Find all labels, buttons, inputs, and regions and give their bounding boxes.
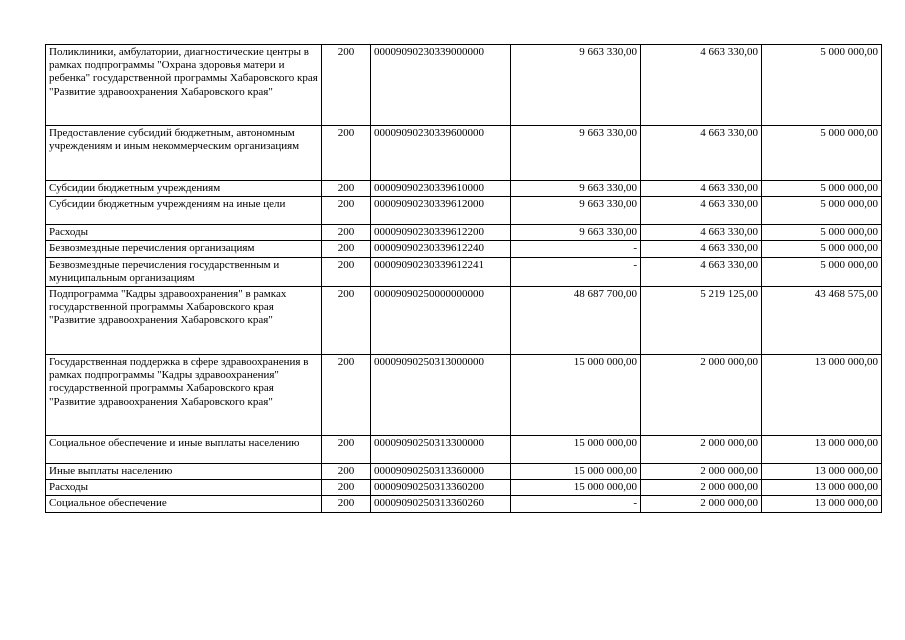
row-code-cell: 200 bbox=[322, 241, 371, 257]
row-amount-col2-cell: 4 663 330,00 bbox=[641, 197, 762, 225]
table-row bbox=[46, 126, 882, 181]
table-row bbox=[46, 225, 882, 241]
row-amount-col2-cell: 4 663 330,00 bbox=[641, 257, 762, 286]
row-code-cell: 200 bbox=[322, 287, 371, 355]
row-amount-col2-cell: 4 663 330,00 bbox=[641, 181, 762, 197]
row-amount-total-cell: 15 000 000,00 bbox=[511, 464, 641, 480]
row-amount-col3-cell: 5 000 000,00 bbox=[762, 197, 882, 225]
row-amount-col2-cell: 4 663 330,00 bbox=[641, 45, 762, 126]
row-code-cell: 200 bbox=[322, 496, 371, 512]
row-amount-col3-cell: 5 000 000,00 bbox=[762, 126, 882, 181]
row-amount-col3-cell: 5 000 000,00 bbox=[762, 225, 882, 241]
row-amount-col2-cell: 4 663 330,00 bbox=[641, 225, 762, 241]
row-code-cell: 200 bbox=[322, 181, 371, 197]
row-amount-total-cell: 15 000 000,00 bbox=[511, 480, 641, 496]
table-row bbox=[46, 436, 882, 464]
row-name-cell: Расходы bbox=[46, 480, 322, 496]
table-row bbox=[46, 480, 882, 496]
row-amount-col2-cell: 2 000 000,00 bbox=[641, 436, 762, 464]
row-code-cell: 200 bbox=[322, 45, 371, 126]
row-code-cell: 200 bbox=[322, 126, 371, 181]
row-amount-col3-cell: 13 000 000,00 bbox=[762, 480, 882, 496]
table-row bbox=[46, 197, 882, 225]
row-amount-col2-cell: 2 000 000,00 bbox=[641, 464, 762, 480]
row-csr-cell: 00009090230339000000 bbox=[371, 45, 511, 126]
row-csr-cell: 00009090250313000000 bbox=[371, 355, 511, 436]
row-name-cell: Субсидии бюджетным учреждениям на иные цели bbox=[46, 197, 322, 225]
row-code-cell: 200 bbox=[322, 355, 371, 436]
row-name-cell: Государственная поддержка в сфере здравоохранения в рамках подпрограммы "Кадры здравоохранения" государственной программы Хабаровского края "Развитие здравоохранения Хабаровского края" bbox=[46, 355, 322, 436]
row-csr-cell: 00009090230339612241 bbox=[371, 257, 511, 286]
row-name-cell: Социальное обеспечение bbox=[46, 496, 322, 512]
row-amount-col3-cell: 43 468 575,00 bbox=[762, 287, 882, 355]
row-amount-total-cell: 9 663 330,00 bbox=[511, 126, 641, 181]
row-csr-cell: 00009090230339612240 bbox=[371, 241, 511, 257]
row-amount-col3-cell: 13 000 000,00 bbox=[762, 464, 882, 480]
row-name-cell: Безвозмездные перечисления организациям bbox=[46, 241, 322, 257]
row-code-cell: 200 bbox=[322, 464, 371, 480]
row-code-cell: 200 bbox=[322, 225, 371, 241]
row-name-cell: Подпрограмма "Кадры здравоохранения" в рамках государственной программы Хабаровского края "Развитие здравоохранения Хабаровского края" bbox=[46, 287, 322, 355]
row-name-cell: Социальное обеспечение и иные выплаты населению bbox=[46, 436, 322, 464]
row-csr-cell: 00009090250313360200 bbox=[371, 480, 511, 496]
row-csr-cell: 00009090250313360000 bbox=[371, 464, 511, 480]
budget-table bbox=[45, 44, 882, 513]
row-amount-total-cell: - bbox=[511, 496, 641, 512]
table-row bbox=[46, 181, 882, 197]
row-csr-cell: 00009090230339612200 bbox=[371, 225, 511, 241]
row-amount-total-cell: - bbox=[511, 241, 641, 257]
row-amount-col3-cell: 5 000 000,00 bbox=[762, 181, 882, 197]
row-amount-total-cell: 9 663 330,00 bbox=[511, 45, 641, 126]
row-csr-cell: 00009090230339610000 bbox=[371, 181, 511, 197]
row-amount-col2-cell: 5 219 125,00 bbox=[641, 287, 762, 355]
row-name-cell: Предоставление субсидий бюджетным, автономным учреждениям и иным некоммерческим организациям bbox=[46, 126, 322, 181]
row-amount-total-cell: - bbox=[511, 257, 641, 286]
row-code-cell: 200 bbox=[322, 257, 371, 286]
row-amount-total-cell: 9 663 330,00 bbox=[511, 197, 641, 225]
table-row bbox=[46, 257, 882, 286]
table-row bbox=[46, 464, 882, 480]
row-amount-total-cell: 15 000 000,00 bbox=[511, 436, 641, 464]
row-csr-cell: 00009090230339612000 bbox=[371, 197, 511, 225]
row-code-cell: 200 bbox=[322, 480, 371, 496]
row-amount-col3-cell: 5 000 000,00 bbox=[762, 241, 882, 257]
row-csr-cell: 00009090250313360260 bbox=[371, 496, 511, 512]
row-name-cell: Поликлиники, амбулатории, диагностические центры в рамках подпрограммы "Охрана здоровья матери и ребенка" государственной программы Хабаровского края "Развитие здравоохранения Хабаровского края" bbox=[46, 45, 322, 126]
row-amount-col2-cell: 4 663 330,00 bbox=[641, 126, 762, 181]
row-csr-cell: 00009090250313300000 bbox=[371, 436, 511, 464]
row-amount-col3-cell: 5 000 000,00 bbox=[762, 257, 882, 286]
row-amount-col3-cell: 13 000 000,00 bbox=[762, 436, 882, 464]
row-amount-total-cell: 15 000 000,00 bbox=[511, 355, 641, 436]
row-amount-col3-cell: 13 000 000,00 bbox=[762, 496, 882, 512]
row-csr-cell: 00009090230339600000 bbox=[371, 126, 511, 181]
row-name-cell: Субсидии бюджетным учреждениям bbox=[46, 181, 322, 197]
table-row bbox=[46, 287, 882, 355]
row-amount-total-cell: 48 687 700,00 bbox=[511, 287, 641, 355]
table-row bbox=[46, 355, 882, 436]
table-body bbox=[46, 45, 882, 513]
row-amount-col2-cell: 4 663 330,00 bbox=[641, 241, 762, 257]
table-row bbox=[46, 496, 882, 512]
row-amount-col2-cell: 2 000 000,00 bbox=[641, 355, 762, 436]
row-code-cell: 200 bbox=[322, 197, 371, 225]
table-row bbox=[46, 45, 882, 126]
row-csr-cell: 00009090250000000000 bbox=[371, 287, 511, 355]
row-amount-col3-cell: 5 000 000,00 bbox=[762, 45, 882, 126]
row-amount-total-cell: 9 663 330,00 bbox=[511, 181, 641, 197]
row-amount-col2-cell: 2 000 000,00 bbox=[641, 496, 762, 512]
row-amount-col2-cell: 2 000 000,00 bbox=[641, 480, 762, 496]
row-name-cell: Иные выплаты населению bbox=[46, 464, 322, 480]
row-code-cell: 200 bbox=[322, 436, 371, 464]
row-amount-col3-cell: 13 000 000,00 bbox=[762, 355, 882, 436]
row-name-cell: Расходы bbox=[46, 225, 322, 241]
row-name-cell: Безвозмездные перечисления государственным и муниципальным организациям bbox=[46, 257, 322, 286]
row-amount-total-cell: 9 663 330,00 bbox=[511, 225, 641, 241]
table-row bbox=[46, 241, 882, 257]
